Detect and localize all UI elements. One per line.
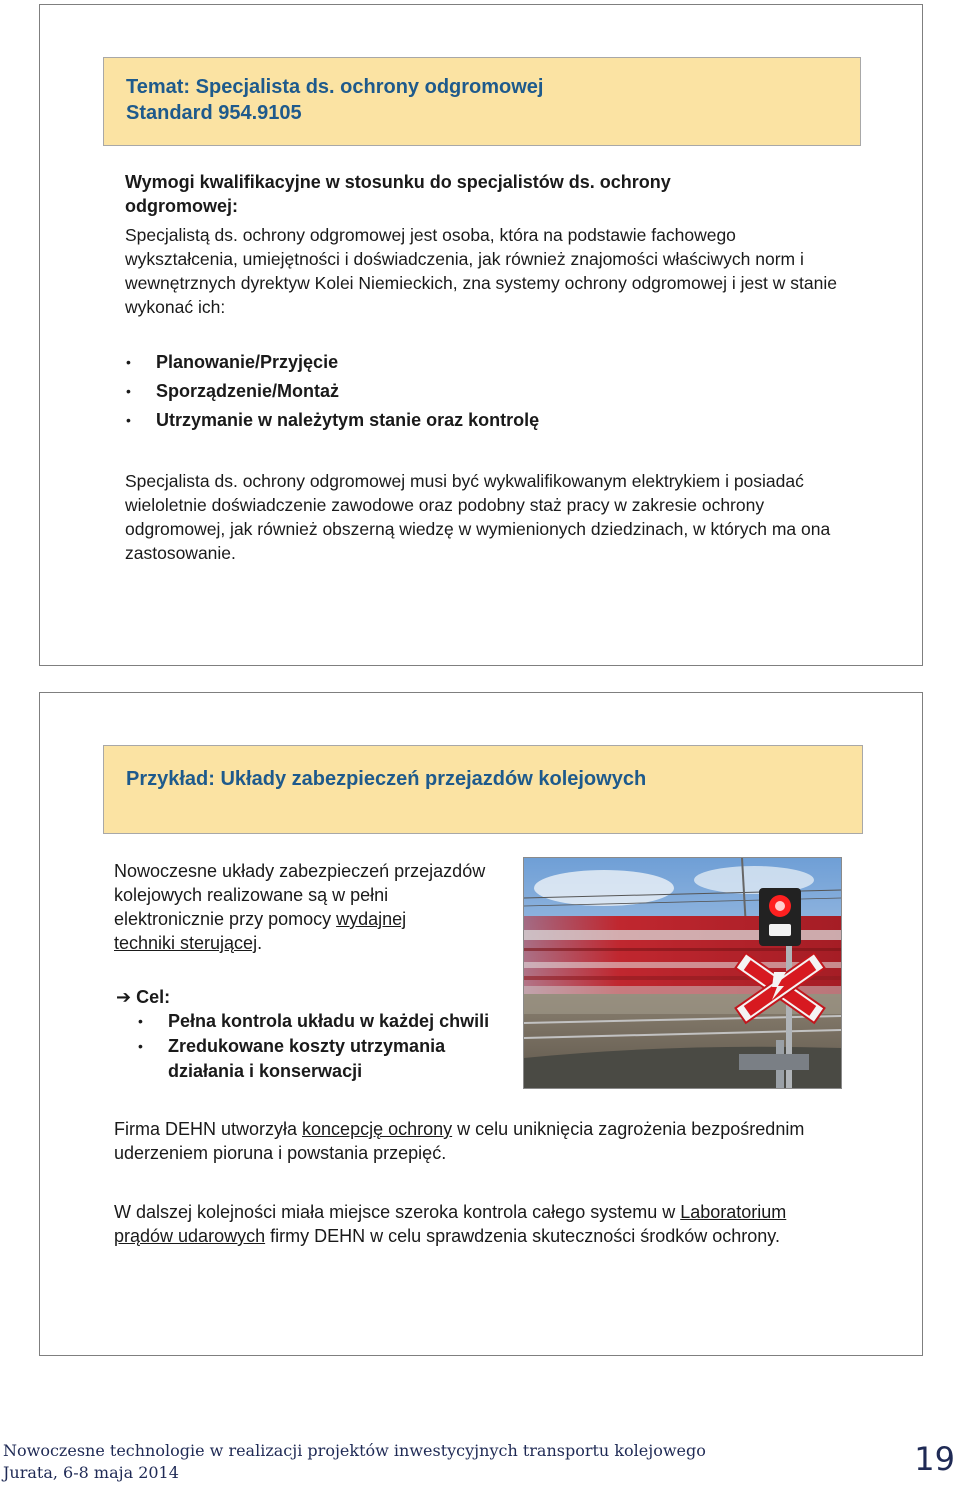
- link-efficient[interactable]: wydajnej: [336, 909, 407, 929]
- list-item: • Pełna kontrola układu w każdej chwili: [138, 1009, 523, 1034]
- slide-1-title-line-1: Temat: Specjalista ds. ochrony odgromowej: [126, 76, 544, 98]
- footer-event-title: Nowoczesne technologie w realizacji projektów inwestycyjnych transportu kolejowego: [3, 1441, 706, 1460]
- intro-line-3: elektronicznie przy pomocy: [114, 909, 337, 929]
- p2-text-after: firmy DEHN w celu sprawdzenia skuteczności środków ochrony.: [265, 1226, 780, 1246]
- railway-crossing-photo: [523, 857, 842, 1089]
- scope-list: [126, 348, 826, 435]
- goal-label: Cel:: [136, 987, 171, 1007]
- intro-line-2: kolejowych realizowane są w pełni: [114, 885, 389, 905]
- list-item: • Planowanie/Przyjęcie: [126, 348, 826, 377]
- slide-1-title-box: [103, 57, 861, 146]
- intro-paragraph: Specjalistą ds. ochrony odgromowej jest osoba, która na podstawie fachowego wykształcenia, umiejętności i doświadczenia, jak również znajomości właściwych norm i wewnętrznych dyrektyw Kolei Niemieckich, zna systemy ochrony odgromowej i jest w stanie wykonać ich:: [125, 225, 837, 317]
- railway-crossing-image: [524, 858, 841, 1088]
- slide-2-title-box: [103, 745, 863, 834]
- dehn-concept-paragraph: [114, 1117, 814, 1165]
- goal-row: [116, 985, 170, 1009]
- dehn-lab-paragraph: [114, 1200, 834, 1248]
- list-item: • Utrzymanie w należytym stanie oraz kontrolę: [126, 406, 826, 435]
- p1-text-before: Firma DEHN utworzyła: [114, 1119, 303, 1139]
- link-control-technology[interactable]: techniki sterującej: [114, 933, 258, 953]
- slide-1: [39, 4, 923, 666]
- footer-location-date: Jurata, 6-8 maja 2014: [3, 1463, 179, 1482]
- requirements-heading: Wymogi kwalifikacyjne w stosunku do specjalistów ds. ochrony odgromowej:: [125, 172, 671, 216]
- arrow-right-icon: ➔: [116, 987, 132, 1007]
- intro-text: [114, 859, 534, 955]
- page-number: 19: [914, 1440, 955, 1478]
- link-surge-current-laboratory[interactable]: Laboratorium prądów udarowych: [114, 1202, 787, 1246]
- intro-end: .: [257, 933, 263, 953]
- list-item: • Zredukowane koszty utrzymania działania i konserwacji: [138, 1034, 498, 1084]
- slide-2: [39, 692, 923, 1356]
- slide-1-title-line-2: Standard 954.9105: [126, 102, 302, 124]
- intro-line-1: Nowoczesne układy zabezpieczeń przejazdów: [114, 861, 486, 881]
- p1-text-after: w celu uniknięcia zagrożenia bezpośrednim uderzeniem pioruna i powstania przepięć.: [114, 1119, 805, 1163]
- link-protection-concept[interactable]: koncepcję ochrony: [302, 1119, 453, 1139]
- closing-paragraph: Specjalista ds. ochrony odgromowej musi być wykwalifikowanym elektrykiem i posiadać wieloletnie doświadczenie zawodowe oraz podobny staż pracy w zakresie ochrony odgromowej, jak również obszerną wiedzę w wymienionych dziedzinach, w których ma ona zastosowanie.: [125, 471, 831, 563]
- p2-text-before: W dalszej kolejności miała miejsce szeroka kontrola całego systemu w: [114, 1202, 681, 1222]
- goal-list: [138, 1009, 523, 1084]
- slide-2-title: Przykład: Układy zabezpieczeń przejazdów kolejowych: [126, 768, 647, 790]
- list-item: • Sporządzenie/Montaż: [126, 377, 826, 406]
